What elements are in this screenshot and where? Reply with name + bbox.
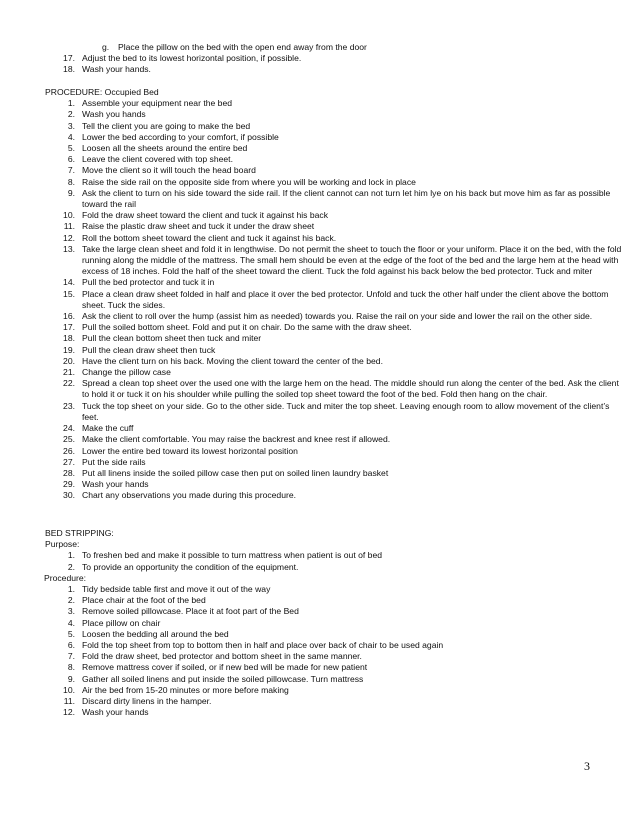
- item-number: 21.: [63, 367, 75, 378]
- item-number: 13.: [63, 243, 75, 254]
- item-text: Put the side rails: [82, 456, 146, 467]
- page-number: 3: [584, 759, 590, 773]
- item-number: 12.: [63, 232, 75, 243]
- item-text: Fold the draw sheet, bed protector and bottom sheet in the same manner.: [82, 651, 362, 662]
- item-text: Put all linens inside the soiled pillow case then put on soiled linen laundry basket: [82, 467, 389, 478]
- item-number: 11.: [63, 696, 75, 707]
- item-text: Ask the client to turn on his side toward the side rail. If the client cannot can not turn let him lye on his back but move him as far as possible toward the rail: [82, 187, 611, 210]
- list-item: [0, 177, 624, 188]
- item-number: 6.: [67, 154, 75, 165]
- item-number: 28.: [63, 467, 75, 478]
- item-text: Assemble your equipment near the bed: [82, 98, 233, 109]
- item-number: 8.: [67, 176, 75, 187]
- item-number: 5.: [67, 143, 75, 154]
- list-item: [0, 629, 624, 640]
- purpose-list: [0, 550, 638, 572]
- item-number: 17.: [63, 322, 75, 333]
- item-text: Lower the entire bed toward its lowest horizontal position: [82, 445, 298, 456]
- item-number: 12.: [63, 707, 75, 718]
- item-text: Tell the client you are going to make the bed: [82, 120, 251, 131]
- item-text: Pull the bed protector and tuck it in: [82, 277, 215, 288]
- bed-stripping-section: [0, 528, 638, 718]
- item-text: Chart any observations you made during this procedure.: [82, 490, 297, 501]
- item-text: To freshen bed and make it possible to turn mattress when patient is out of bed: [82, 550, 383, 561]
- item-text: Move the client so it will touch the head board: [82, 165, 256, 176]
- list-item: [0, 696, 624, 707]
- item-number: 2.: [67, 561, 75, 572]
- list-item: [0, 289, 624, 311]
- item-text: Raise the side rail on the opposite side from where you will be working and lock in place: [82, 176, 416, 187]
- occupied-procedure-list: [0, 98, 638, 501]
- section-heading: PROCEDURE: Occupied Bed: [45, 87, 159, 97]
- item-text: Raise the plastic draw sheet and tuck it under the draw sheet: [82, 221, 315, 232]
- item-number: 4.: [67, 617, 75, 628]
- item-number: 3.: [67, 606, 75, 617]
- item-number: 29.: [63, 479, 75, 490]
- list-item: [0, 356, 624, 367]
- stripping-procedure-list: [0, 584, 638, 718]
- item-number: 4.: [67, 131, 75, 142]
- item-number: 6.: [67, 640, 75, 651]
- list-item: [0, 121, 624, 132]
- top-list: [0, 53, 638, 75]
- list-item: [0, 468, 624, 479]
- list-item: [0, 98, 624, 109]
- item-text: Air the bed from 15-20 minutes or more before making: [82, 684, 289, 695]
- list-item: [0, 378, 624, 400]
- list-item: [0, 595, 624, 606]
- item-number: 18.: [63, 64, 75, 75]
- item-number: 15.: [63, 288, 75, 299]
- list-item: [0, 685, 624, 696]
- item-number: 20.: [63, 355, 75, 366]
- item-number: 1.: [67, 550, 75, 561]
- item-text: Pull the clean bottom sheet then tuck and miter: [82, 333, 262, 344]
- item-text: Wash you hands: [82, 109, 146, 120]
- item-number: 14.: [63, 277, 75, 288]
- item-text: Place chair at the foot of the bed: [82, 595, 206, 606]
- list-item: [0, 322, 624, 333]
- list-item: [0, 618, 624, 629]
- item-text: Fold the top sheet from top to bottom then in half and place over back of chair to be used again: [82, 640, 444, 651]
- procedure-label: Procedure:: [44, 572, 87, 583]
- item-text: Remove mattress cover if soiled, or if new bed will be made for new patient: [82, 662, 368, 673]
- item-number: 7.: [67, 651, 75, 662]
- list-item: [0, 651, 624, 662]
- item-number: 3.: [67, 120, 75, 131]
- item-number: 26.: [63, 445, 75, 456]
- item-text: Ask the client to roll over the hump (assist him as needed) towards you. Raise the rail on your side and lower the rail on the other side.: [82, 311, 593, 322]
- list-item: [0, 311, 624, 322]
- list-item: [0, 367, 624, 378]
- list-item: [0, 457, 624, 468]
- item-number: 8.: [67, 662, 75, 673]
- item-text: Wash your hands: [82, 707, 149, 718]
- item-text: Change the pillow case: [82, 367, 171, 378]
- item-number: 5.: [67, 628, 75, 639]
- list-item: [0, 109, 624, 120]
- item-text: Wash your hands.: [82, 64, 151, 75]
- item-number: 10.: [63, 684, 75, 695]
- item-number: 30.: [63, 490, 75, 501]
- item-text: Tidy bedside table first and move it out of the way: [82, 584, 271, 595]
- item-number: 7.: [67, 165, 75, 176]
- list-item: [102, 42, 367, 53]
- list-item: [0, 143, 624, 154]
- item-text: Place pillow on chair: [82, 617, 161, 628]
- item-text: Place the pillow on the bed with the open end away from the door: [118, 42, 367, 52]
- item-text: Remove soiled pillowcase. Place it at foot part of the Bed: [82, 606, 299, 617]
- list-item: [0, 188, 624, 210]
- purpose-label: Purpose:: [45, 539, 80, 550]
- item-text: Gather all soiled linens and put inside the soiled pillowcase. Turn mattress: [82, 673, 364, 684]
- item-text: Tuck the top sheet on your side. Go to the other side. Tuck and miter the top sheet. Leaving enough room to allow movement of the client’s feet.: [82, 400, 610, 422]
- list-item: [0, 674, 624, 685]
- item-number: 27.: [63, 456, 75, 467]
- list-item: [0, 233, 624, 244]
- list-item: [0, 221, 624, 232]
- list-item: [0, 333, 624, 344]
- list-item: [0, 64, 624, 75]
- item-number: 9.: [67, 187, 75, 198]
- occupied-bed-section: [0, 87, 638, 502]
- list-item: [0, 584, 624, 595]
- item-number: 23.: [63, 400, 75, 411]
- item-text: Discard dirty linens in the hamper.: [82, 696, 212, 707]
- item-text: Make the client comfortable. You may raise the backrest and knee rest if allowed.: [82, 434, 391, 445]
- item-text: Lower the bed according to your comfort, if possible: [82, 131, 279, 142]
- item-number: 2.: [67, 595, 75, 606]
- list-item: [0, 401, 624, 423]
- item-text: Roll the bottom sheet toward the client and tuck it against his back.: [82, 232, 337, 243]
- list-item: [0, 707, 624, 718]
- list-item: [0, 550, 624, 561]
- item-text: Pull the soiled bottom sheet. Fold and put it on chair. Do the same with the draw sheet.: [82, 322, 412, 333]
- item-number: 2.: [67, 109, 75, 120]
- list-item: [0, 165, 624, 176]
- item-number: 1.: [67, 98, 75, 109]
- item-text: Pull the clean draw sheet then tuck: [82, 344, 216, 355]
- item-letter: g.: [102, 42, 110, 52]
- list-item: [0, 277, 624, 288]
- item-text: Fold the draw sheet toward the client and tuck it against his back: [82, 210, 329, 221]
- item-text: To provide an opportunity the condition of the equipment.: [82, 561, 299, 572]
- item-number: 25.: [63, 434, 75, 445]
- item-text: Take the large clean sheet and fold it in lengthwise. Do not permit the sheet to touch the floor or your uniform. Place it on the bed, with the fold running along the middle of the mattress. The small hem should be even at the edge of the foot of the bed and the large hem at the head with excess of 18 inches. Fold the half of the sheet toward the client. Tuck the fold against his back below the bed protector. Tuck and miter: [82, 243, 622, 277]
- list-item: [0, 244, 624, 278]
- item-number: 11.: [63, 221, 75, 232]
- item-text: Place a clean draw sheet folded in half and place it over the bed protector. Unfold and tuck the other half under the client above the bottom sheet. Tuck the sides.: [82, 288, 609, 310]
- list-item: [0, 434, 624, 445]
- list-item: [0, 640, 624, 651]
- list-item: [0, 154, 624, 165]
- item-number: 19.: [63, 344, 75, 355]
- item-text: Loosen the bedding all around the bed: [82, 628, 229, 639]
- list-item: [0, 423, 624, 434]
- item-text: Wash your hands: [82, 479, 149, 490]
- list-item: [0, 606, 624, 617]
- item-number: 22.: [63, 378, 75, 389]
- item-text: Loosen all the sheets around the entire bed: [82, 143, 248, 154]
- list-item: [0, 132, 624, 143]
- item-text: Have the client turn on his back. Moving the client toward the center of the bed.: [82, 355, 383, 366]
- section-heading: BED STRIPPING:: [45, 528, 114, 538]
- item-text: Make the cuff: [82, 423, 134, 434]
- list-item: [0, 490, 624, 501]
- item-number: 16.: [63, 311, 75, 322]
- item-number: 1.: [67, 584, 75, 595]
- item-number: 9.: [67, 673, 75, 684]
- item-text: Spread a clean top sheet over the used one with the large hem on the head. The middle should run along the center of the bed. Ask the client to hold it or tuck it on his shoulder while pulling the soiled top sheet toward the foot of the bed. Fold then hang on the chair.: [82, 378, 619, 400]
- list-item: [0, 53, 624, 64]
- list-item: [0, 446, 624, 457]
- item-text: Adjust the bed to its lowest horizontal position, if possible.: [82, 53, 302, 63]
- item-number: 18.: [63, 333, 75, 344]
- item-number: 17.: [63, 53, 75, 63]
- item-number: 24.: [63, 423, 75, 434]
- list-item: [0, 210, 624, 221]
- item-text: Leave the client covered with top sheet.: [82, 154, 233, 165]
- list-item: [0, 479, 624, 490]
- list-item: [0, 662, 624, 673]
- item-number: 10.: [63, 210, 75, 221]
- list-item: [0, 345, 624, 356]
- list-item: [0, 562, 624, 573]
